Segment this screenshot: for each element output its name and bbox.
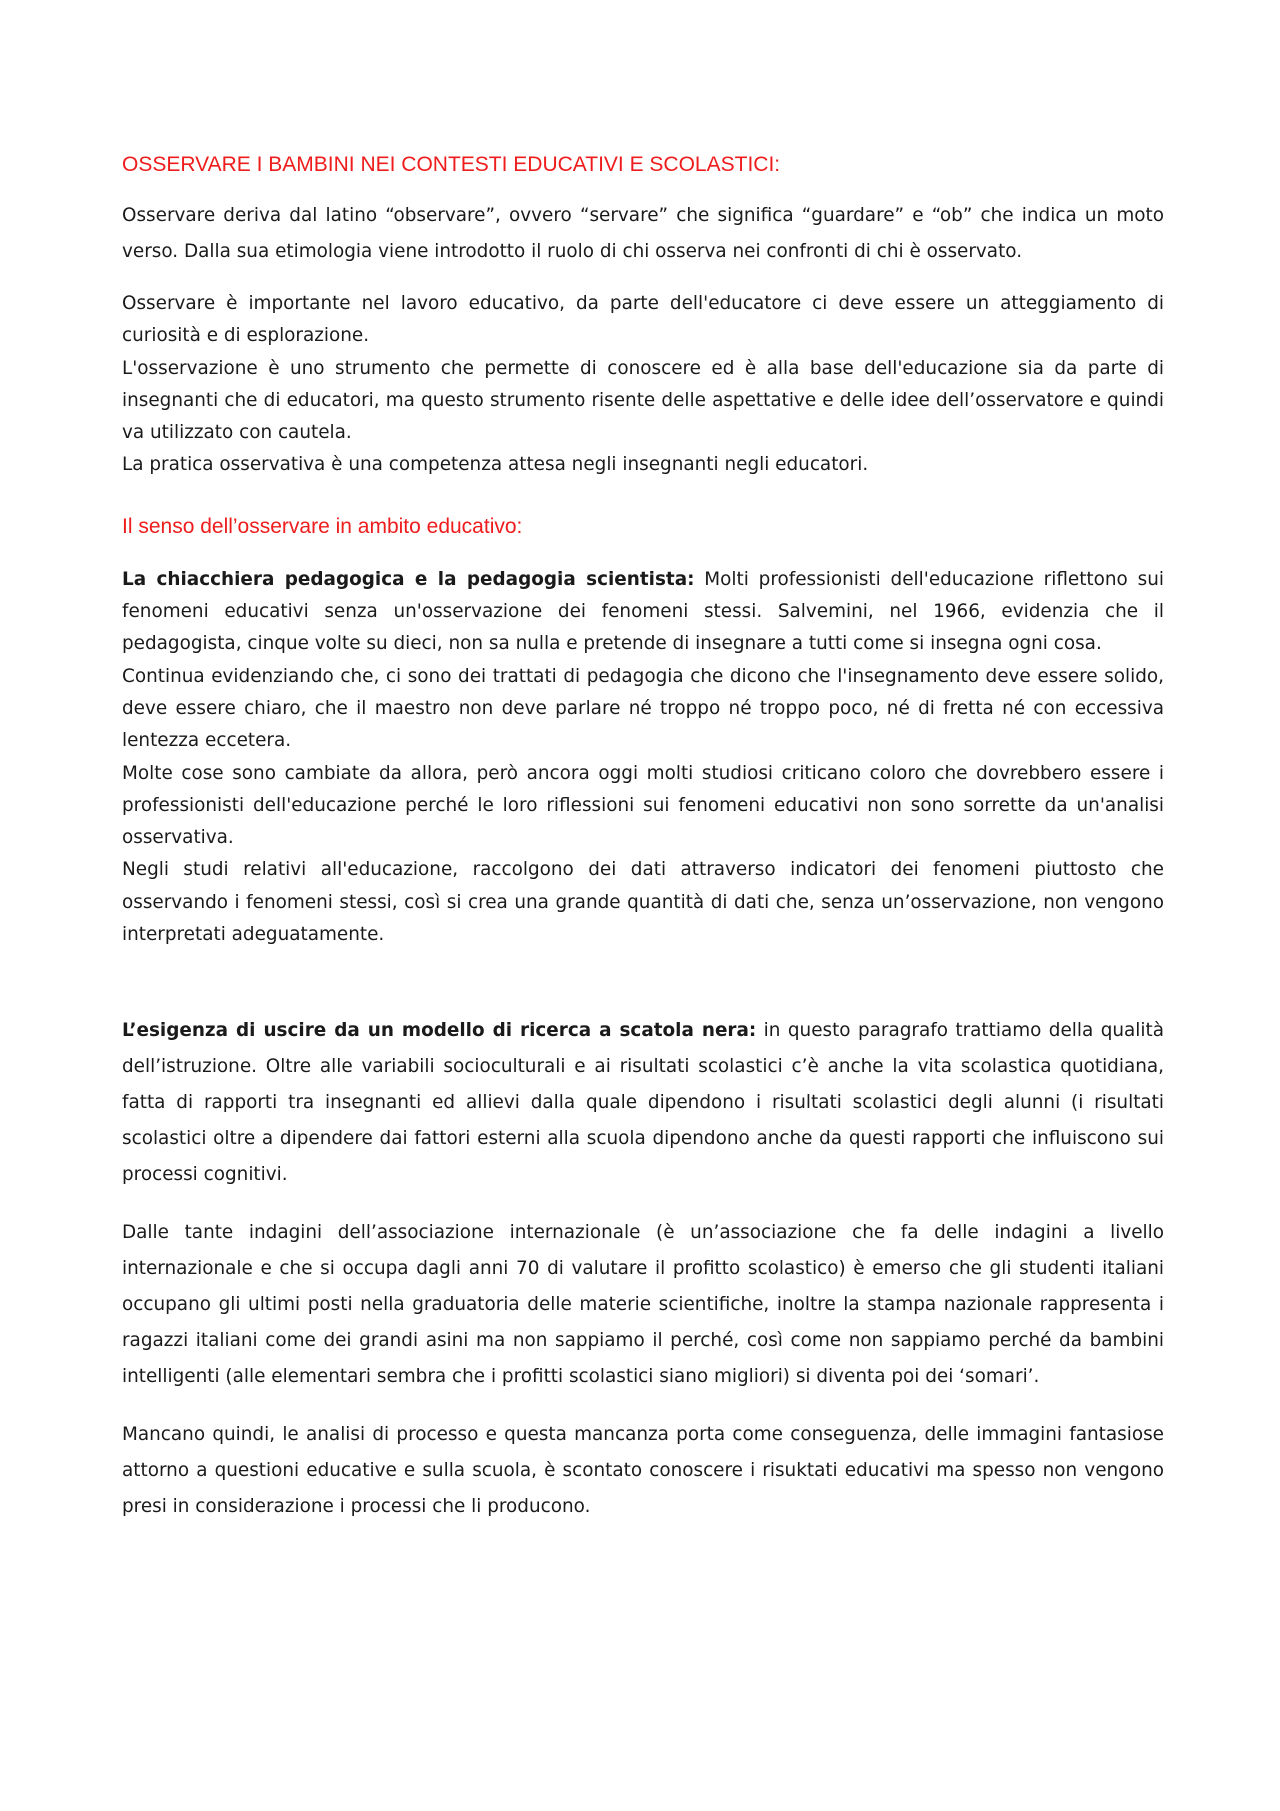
intro-paragraph-etymology: Osservare deriva dal latino “observare”, ovvero “servare” che significa “guardare” e “ob” che indica un moto verso. Dalla sua etimologia viene introdotto il ruolo di chi osserva nei confronti di chi è osservato. [122,205,1164,262]
section-black-box-paragraph-1 [122,1013,1164,1193]
section-black-box-text-1: in questo paragrafo trattiamo della qualità dell’istruzione. Oltre alle variabili socioculturali e ai risultati scolastici c’è anche la vita scolastica quotidiana, fatta di rapporti tra insegnanti ed allievi dalla quale dipendono i risultati scolastici degli alunni (i risultati scolastici oltre a dipendere dai fattori esterni alla scuola dipendono anche da questi rapporti che influiscono sui processi cognitivi. [122,1020,1164,1186]
section-pedagogy-paragraph-2: Continua evidenziando che, ci sono dei trattati di pedagogia che dicono che l'insegnamento deve essere solido, deve essere chiaro, che il maestro non deve parlare né troppo né troppo poco, né di fretta né con eccessiva lentezza eccetera. [122,665,1164,752]
page-title: OSSERVARE I BAMBINI NEI CONTESTI EDUCATIVI E SCOLASTICI: [122,153,781,176]
section-pedagogy-paragraph-4: Negli studi relativi all'educazione, raccolgono dei dati attraverso indicatori dei fenomeni piuttosto che osservando i fenomeni stessi, così si crea una grande quantità di dati che, senza un’osservazione, non vengono interpretati adeguatamente. [122,859,1164,946]
document-page [122,150,1164,1525]
section-black-box [122,1013,1164,1525]
section-pedagogy-text-1: Molti professionisti dell'educazione riflettono sui fenomeni educativi senza un'osservazione dei fenomeni stessi. Salvemini, nel 1966, evidenzia che il pedagogista, cinque volte su dieci, non sa nulla e pretende di insegnare a tutti come si insegna ogni cosa. [122,568,1164,655]
intro-paragraph-tool: L'osservazione è uno strumento che permette di conoscere ed è alla base dell'educazione sia da parte di insegnanti che di educatori, ma questo strumento risente delle aspettative e delle idee dell’osservatore e quindi va utilizzato con cautela. [122,357,1164,444]
intro-paragraph-practice: La pratica osservativa è una competenza attesa negli insegnanti negli educatori. [122,454,869,476]
section-pedagogy [122,564,1164,952]
section-pedagogy-paragraph-3: Molte cose sono cambiate da allora, però ancora oggi molti studiosi criticano coloro che dovrebbero essere i professionisti dell'educazione perché le loro riflessioni sui fenomeni educativi non sono sorrette da un'analisi osservativa. [122,762,1164,849]
intro-paragraph-importance: Osservare è importante nel lavoro educativo, da parte dell'educatore ci deve essere un atteggiamento di curiosità e di esplorazione. [122,293,1164,347]
intro-block [122,288,1164,482]
section-pedagogy-paragraph-1 [122,564,1164,661]
section-black-box-paragraph-2: Dalle tante indagini dell’associazione internazionale (è un’associazione che fa delle indagini a livello internazionale e che si occupa dagli anni 70 di valutare il profitto scolastico) è emerso che gli studenti italiani occupano gli ultimi posti nella graduatoria delle materie scientifiche, inoltre la stampa nazionale rappresenta i ragazzi italiani come dei grandi asini ma non sappiamo il perché, così come non sappiamo perché da bambini intelligenti (alle elementari sembra che i profitti scolastici siano migliori) si diventa poi dei ‘somari’. [122,1222,1164,1388]
section-heading: Il senso dell’osservare in ambito educativo: [122,514,523,538]
section-black-box-label: L’esigenza di uscire da un modello di ricerca a scatola nera: [122,1020,757,1042]
section-black-box-paragraph-3: Mancano quindi, le analisi di processo e questa mancanza porta come conseguenza, delle immagini fantasiose attorno a questioni educative e sulla scuola, è scontato conoscere i risuktati educativi ma spesso non vengono presi in considerazione i processi che li producono. [122,1424,1164,1518]
section-pedagogy-label: La chiacchiera pedagogica e la pedagogia scientista: [122,568,695,590]
